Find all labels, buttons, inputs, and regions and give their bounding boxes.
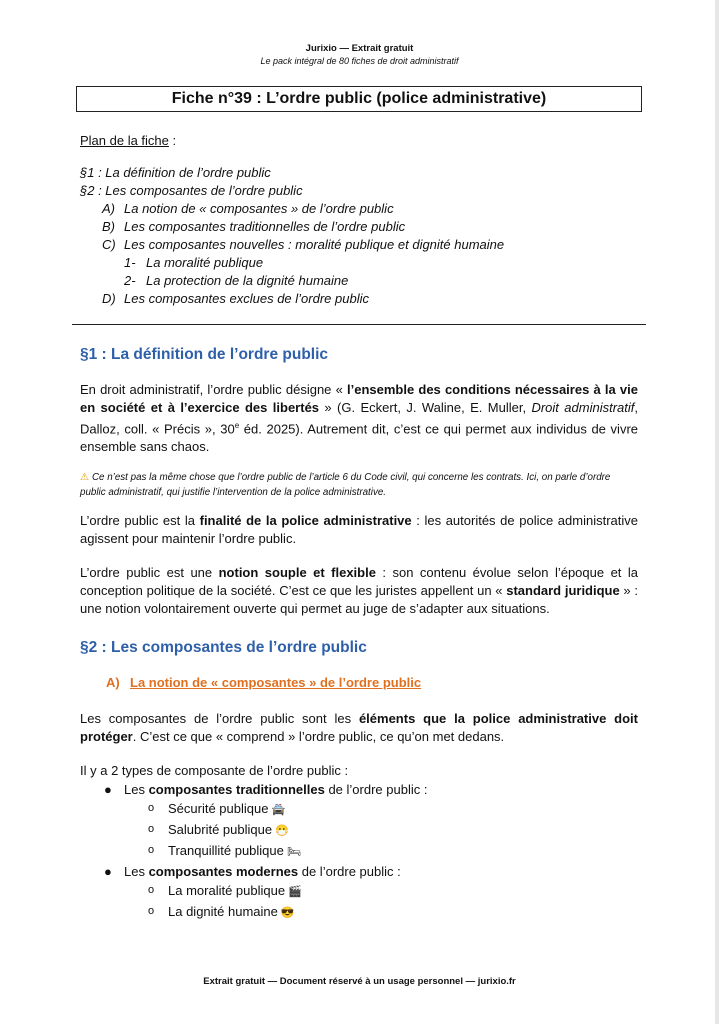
types-intro: Il y a 2 types de composante de l’ordre public :	[80, 763, 349, 779]
mask-face-icon: 😷	[275, 825, 289, 838]
plan-item: C) Les composantes nouvelles : moralité publique et dignité humaine	[102, 237, 505, 252]
section-1-heading: §1 : La définition de l’ordre public	[80, 346, 329, 363]
component-list	[80, 780, 638, 923]
plan-item: 2- La protection de la dignité humaine	[124, 273, 349, 288]
plan-label: Plan de la fiche :	[80, 133, 177, 148]
components-paragraph: Les composantes de l’ordre public sont les éléments que la police administrative doit protéger. C’est ce que « comprend » l’ordre public, ce qu’on met dedans.	[80, 711, 639, 745]
sunglasses-face-icon: 😎	[280, 907, 295, 920]
subsection-a-heading: A) La notion de « composantes » de l’ordre public	[106, 675, 422, 691]
list-item: o La dignité humaine 😎	[80, 902, 638, 923]
clapper-icon: 🎬	[288, 886, 302, 899]
list-item: o La moralité publique 🎬	[80, 881, 638, 902]
page-footer: Extrait gratuit — Document réservé à un usage personnel — jurixio.fr	[203, 976, 516, 987]
header-brand: Jurixio — Extrait gratuit	[305, 43, 414, 54]
plan-item: A) La notion de « composantes » de l’ordre public	[102, 201, 394, 216]
page-edge	[715, 0, 719, 1024]
warning-note: ⚠ Ce n’est pas la même chose que l’ordre public de l’article 6 du Code civil, qui concerne les contrats. Ici, on parle d’ordre public administratif, qui justifie l’intervention de la police administrative.	[80, 472, 611, 499]
plan-item: §1 : La définition de l’ordre public	[80, 165, 271, 180]
finality-paragraph: L’ordre public est la finalité de la police administrative : les autorités de police administrative agissent pour maintenir l’ordre public.	[80, 513, 639, 547]
document-title: Fiche n°39 : L’ordre public (police administrative)	[76, 86, 642, 112]
list-item: o Sécurité publique 🚔	[80, 799, 638, 820]
police-car-icon: 🚔	[271, 804, 286, 817]
plan-list	[80, 164, 638, 308]
list-item: o Salubrité publique 😷	[80, 820, 638, 841]
plan-item: B) Les composantes traditionnelles de l’ordre public	[102, 219, 406, 234]
definition-paragraph: En droit administratif, l’ordre public désigne « l’ensemble des conditions nécessaires à la vie en société et à l’exercice des libertés » (G. Eckert, J. Waline, E. Muller, Droit administratif, Dalloz, coll. « Précis », 30e éd. 2025). Autrement dit, c’est ce qui permet aux individus de vivre ensemble sans chaos.	[80, 382, 638, 455]
bed-icon: 🛏	[286, 846, 301, 859]
header-subtitle: Le pack intégral de 80 fiches de droit administratif	[260, 56, 459, 66]
plan-item: D) Les composantes exclues de l’ordre public	[102, 291, 369, 306]
list-item: ● Les composantes traditionnelles de l’ordre public :	[104, 782, 428, 798]
plan-item: §2 : Les composantes de l’ordre public	[80, 183, 303, 198]
plan-item: 1- La moralité publique	[124, 255, 264, 270]
divider	[72, 324, 646, 325]
list-item: ● Les composantes modernes de l’ordre public :	[104, 864, 401, 880]
warning-icon: ⚠	[80, 472, 89, 484]
flexibility-paragraph: L’ordre public est une notion souple et flexible : son contenu évolue selon l’époque et la conception politique de la société. C’est ce que les juristes appellent un « standard juridique » : une notion volontairement ouverte qui permet au juge de s’adapter aux situations.	[80, 565, 638, 617]
document-body	[80, 128, 638, 923]
page-header	[0, 42, 719, 68]
section-2-heading: §2 : Les composantes de l’ordre public	[80, 639, 367, 657]
list-item: o Tranquillité publique 🛏	[80, 841, 638, 862]
